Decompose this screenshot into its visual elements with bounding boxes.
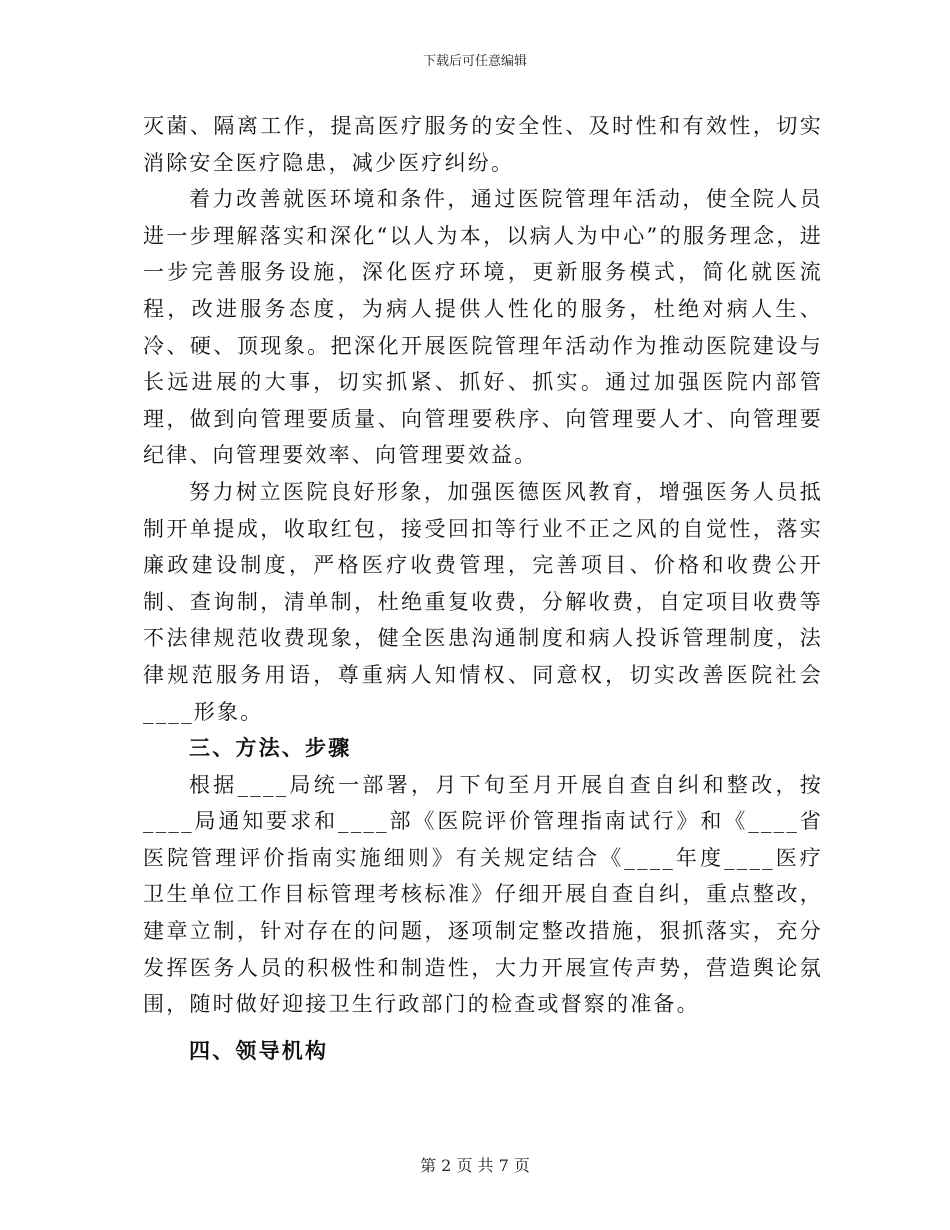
page-number: 第 2 页 共 7 页 bbox=[420, 1156, 530, 1175]
paragraph-image: 努力树立医院良好形象，加强医德医风教育，增强医务人员抵制开单提成，收取红包，接受回扣等行业不正之风的自觉性，落实廉政建设制度，严格医疗收费管理，完善项目、价格和收费公开制、查询制，清单制，杜绝重复收费，分解收费，自定项目收费等不法律规范收费现象，健全医患沟通制度和病人投诉管理制度，法律规范服务用语，尊重病人知情权、同意权，切实改善医院社会____形象。 bbox=[143, 479, 823, 724]
section-heading-methods: 三、方法、步骤 bbox=[189, 735, 352, 761]
paragraph-methods: 根据____局统一部署，月下旬至月开展自查自纠和整改，按____局通知要求和____部《医院评价管理指南试行》和《____省医院管理评价指南实施细则》有关规定结合《____年度____医疗卫生单位工作目标管理考核标准》仔细开展自查自纠，重点整改，建章立制，针对存在的问题，逐项制定整改措施，狠抓落实，充分发挥医务人员的积极性和制造性，大力开展宣传声势，营造舆论氛围，随时做好迎接卫生行政部门的检查或督察的准备。 bbox=[143, 772, 823, 1017]
document-body bbox=[143, 108, 823, 1069]
paragraph-environment: 着力改善就医环境和条件，通过医院管理年活动，使全院人员进一步理解落实和深化“以人为本，以病人为中心”的服务理念，进一步完善服务设施，深化医疗环境，更新服务模式，简化就医流程，改进服务态度，为病人提供人性化的服务，杜绝对病人生、冷、硬、顶现象。把深化开展医院管理年活动作为推动医院建设与长远进展的大事，切实抓紧、抓好、抓实。通过加强医院内部管理，做到向管理要质量、向管理要秩序、向管理要人才、向管理要纪律、向管理要效率、向管理要效益。 bbox=[143, 187, 823, 468]
paragraph-continuation: 灭菌、隔离工作，提高医疗服务的安全性、及时性和有效性，切实消除安全医疗隐患，减少医疗纠纷。 bbox=[143, 114, 823, 175]
page-header-note: 下载后可任意编辑 bbox=[422, 54, 527, 69]
section-heading-leadership: 四、领导机构 bbox=[189, 1037, 329, 1063]
